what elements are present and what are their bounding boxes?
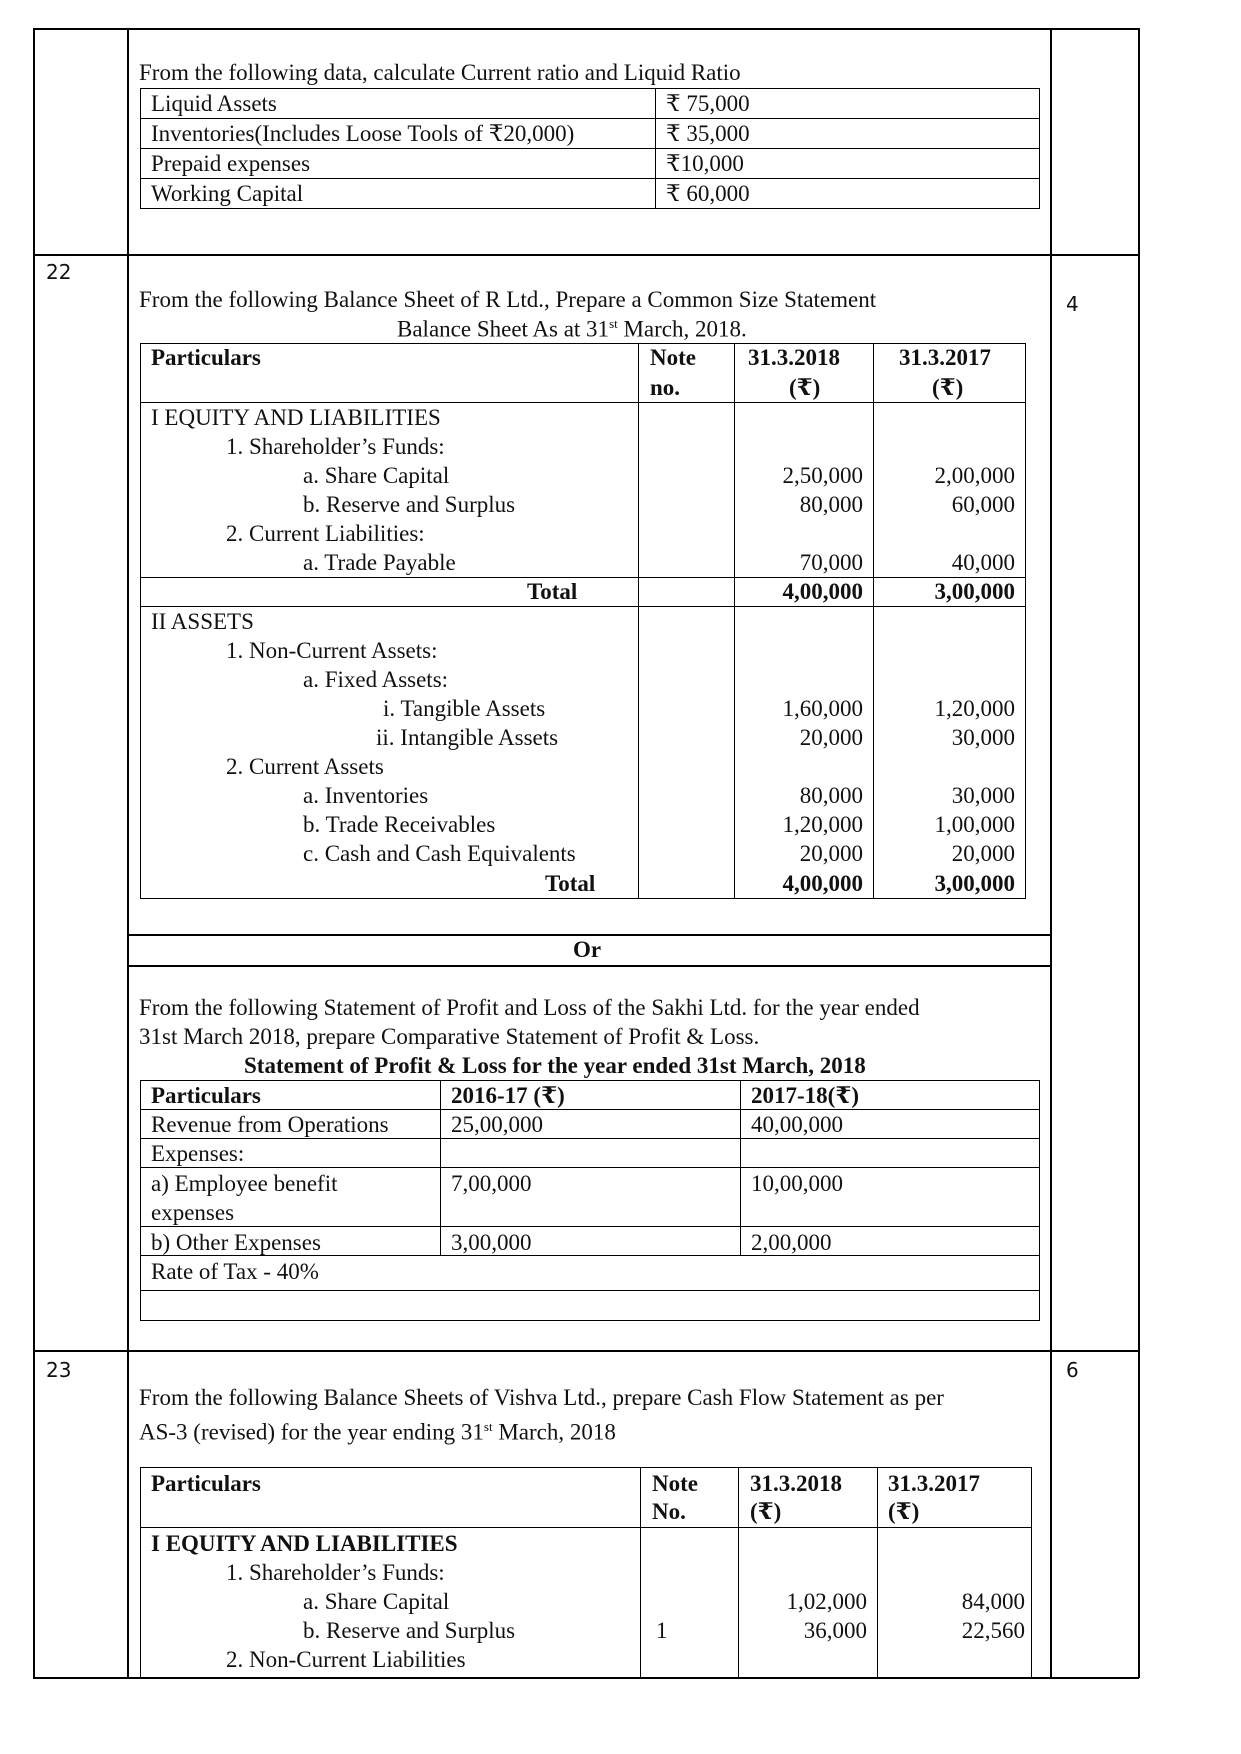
q23-prompt-line1: From the following Balance Sheets of Vishva Ltd., prepare Cash Flow Statement as per (139, 1385, 944, 1410)
q21-value: ₹ 60,000 (656, 179, 1040, 209)
line-item: 1. Shareholder’s Funds: (226, 1560, 445, 1585)
pl-row-label: a) Employee benefit (151, 1171, 338, 1196)
q21-label: Prepaid expenses (141, 149, 656, 179)
header-note-no: No. (652, 1499, 686, 1524)
line-item: ii. Intangible Assets (376, 725, 559, 750)
alt-prompt-line1: From the following Statement of Profit and Loss of the Sakhi Ltd. for the year ended (139, 995, 920, 1020)
value-2017: 20,000 (951, 841, 1015, 866)
header-rupee: (₹) (750, 1499, 782, 1524)
q21-label: Liquid Assets (141, 89, 656, 119)
value-2017: 30,000 (951, 783, 1015, 808)
line-item: b. Reserve and Surplus (303, 492, 516, 517)
value-2018: 70,000 (799, 550, 863, 575)
q21-prompt: From the following data, calculate Current ratio and Liquid Ratio (139, 60, 741, 85)
header-2017: 31.3.2017 (888, 1471, 980, 1496)
value-2018: 1,20,000 (782, 812, 863, 837)
value-2018: 1,02,000 (786, 1589, 867, 1614)
header-rupee: (₹) (932, 375, 964, 400)
section-heading: II ASSETS (151, 609, 254, 634)
header-2018: 31.3.2018 (750, 1471, 842, 1496)
line-item: a. Fixed Assets: (303, 667, 449, 692)
pl-row-2017-18: 10,00,000 (751, 1171, 843, 1196)
line-item: c. Cash and Cash Equivalents (303, 841, 576, 866)
value-2018: 80,000 (799, 492, 863, 517)
total-2018: 4,00,000 (782, 579, 863, 604)
q21-data-table (140, 88, 1040, 209)
line-item: 1. Non-Current Assets: (226, 638, 438, 663)
value-2017: 40,000 (951, 550, 1015, 575)
header-particulars: Particulars (151, 345, 261, 370)
table-row (141, 179, 1040, 209)
q22-subtitle: Balance Sheet As at 31st March, 2018. (397, 316, 747, 342)
pl-row-2017-18: 2,00,000 (751, 1230, 832, 1255)
value-2017: 22,560 (961, 1618, 1025, 1643)
total-2017: 3,00,000 (934, 871, 1015, 896)
question-number: 22 (46, 260, 72, 284)
total-label: Total (545, 871, 596, 896)
value-2017: 60,000 (951, 492, 1015, 517)
value-2017: 84,000 (961, 1589, 1025, 1614)
line-item: a. Share Capital (303, 1589, 450, 1614)
q22-prompt: From the following Balance Sheet of R Ltd., Prepare a Common Size Statement (139, 287, 877, 312)
header-2017: 31.3.2017 (899, 345, 991, 370)
header-rupee: (₹) (789, 375, 821, 400)
marks: 4 (1066, 292, 1079, 316)
question-number: 23 (46, 1358, 72, 1382)
pl-row-2017-18: 40,00,000 (751, 1112, 843, 1137)
line-item: 2. Current Liabilities: (226, 521, 425, 546)
pl-header-particulars: Particulars (151, 1083, 261, 1108)
pl-row-label: Expenses: (151, 1141, 245, 1166)
line-item: a. Inventories (303, 783, 429, 808)
header-2018: 31.3.2018 (748, 345, 840, 370)
value-2018: 20,000 (799, 841, 863, 866)
note-number: 1 (656, 1618, 668, 1643)
pl-row-label-cont: expenses (151, 1200, 235, 1225)
table-row (141, 119, 1040, 149)
header-particulars: Particulars (151, 1471, 261, 1496)
total-2017: 3,00,000 (934, 579, 1015, 604)
value-2018: 36,000 (803, 1618, 867, 1643)
line-item: 1. Shareholder’s Funds: (226, 434, 445, 459)
line-item: b. Trade Receivables (303, 812, 496, 837)
value-2018: 1,60,000 (782, 696, 863, 721)
line-item: a. Trade Payable (303, 550, 456, 575)
table-row (141, 89, 1040, 119)
alt-statement-title: Statement of Profit & Loss for the year ended 31st March, 2018 (244, 1053, 866, 1078)
section-heading: I EQUITY AND LIABILITIES (151, 1531, 458, 1556)
line-item: a. Share Capital (303, 463, 450, 488)
value-2018: 80,000 (799, 783, 863, 808)
header-rupee: (₹) (888, 1499, 920, 1524)
table-row (141, 149, 1040, 179)
value-2017: 30,000 (951, 725, 1015, 750)
value-2018: 2,50,000 (782, 463, 863, 488)
q21-value: ₹ 35,000 (656, 119, 1040, 149)
pl-row-label: b) Other Expenses (151, 1230, 321, 1255)
or-separator: Or (573, 937, 602, 962)
pl-row-label: Revenue from Operations (151, 1112, 389, 1137)
pl-row-2016-17: 3,00,000 (451, 1230, 532, 1255)
marks: 6 (1066, 1358, 1079, 1382)
value-2017: 1,00,000 (934, 812, 1015, 837)
q21-label: Working Capital (141, 179, 656, 209)
total-2018: 4,00,000 (782, 871, 863, 896)
pl-row-2016-17: 25,00,000 (451, 1112, 543, 1137)
value-2018: 20,000 (799, 725, 863, 750)
header-note-no: no. (650, 375, 681, 400)
value-2017: 1,20,000 (934, 696, 1015, 721)
section-heading: I EQUITY AND LIABILITIES (151, 405, 441, 430)
line-item: 2. Non-Current Liabilities (226, 1647, 466, 1672)
q23-prompt-line2: AS-3 (revised) for the year ending 31st March, 2018 (139, 1419, 616, 1445)
total-label: Total (527, 579, 578, 604)
pl-header-2017-18: 2017-18(₹) (751, 1083, 859, 1108)
header-note: Note (652, 1471, 698, 1496)
q21-value: ₹10,000 (656, 149, 1040, 179)
header-note: Note (650, 345, 696, 370)
pl-tax-rate: Rate of Tax - 40% (151, 1259, 319, 1284)
q21-label: Inventories(Includes Loose Tools of ₹20,000) (141, 119, 656, 149)
line-item: 2. Current Assets (226, 754, 384, 779)
q21-value: ₹ 75,000 (656, 89, 1040, 119)
line-item: i. Tangible Assets (383, 696, 546, 721)
line-item: b. Reserve and Surplus (303, 1618, 516, 1643)
pl-header-2016-17: 2016-17 (₹) (451, 1083, 565, 1108)
pl-row-2016-17: 7,00,000 (451, 1171, 532, 1196)
alt-prompt-line2: 31st March 2018, prepare Comparative Statement of Profit & Loss. (139, 1024, 760, 1049)
value-2017: 2,00,000 (934, 463, 1015, 488)
